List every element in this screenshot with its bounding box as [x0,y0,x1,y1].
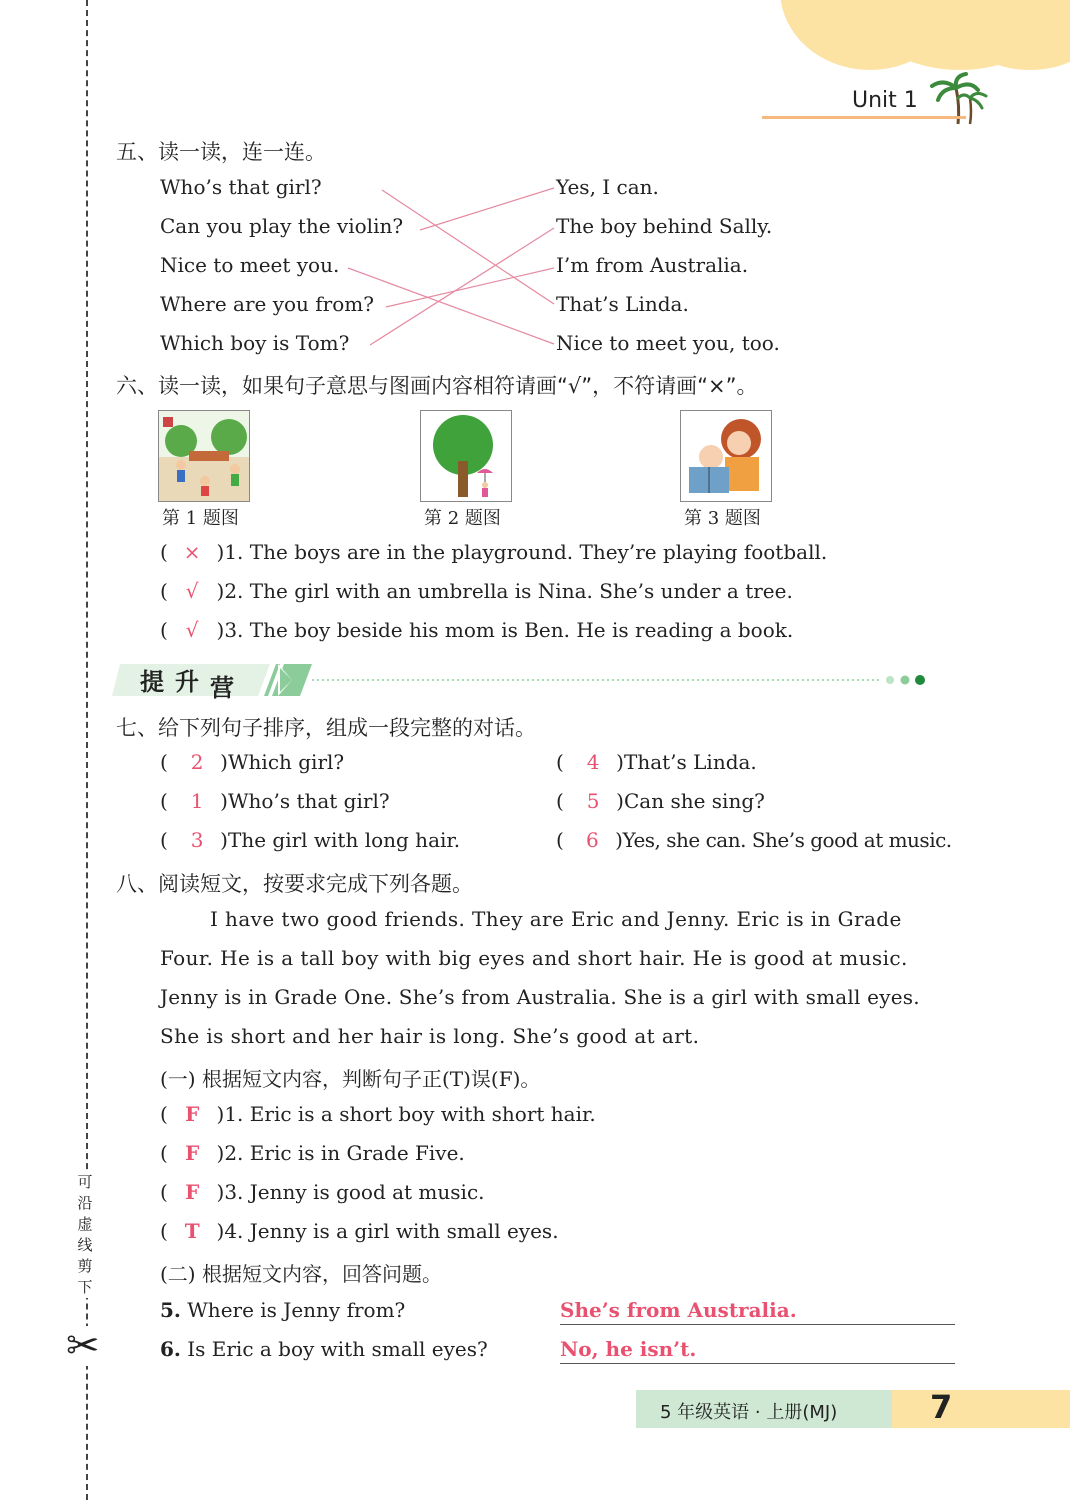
match-left-1: Who’s that girl? [160,175,322,199]
banner-char-1: 提 [140,668,164,696]
paren-open: ( [556,789,564,813]
order-item-1 [160,750,344,774]
paren-open: ( [160,1102,168,1126]
match-right-1: Yes, I can. [556,175,659,199]
passage-line-1: I have two good friends. They are Eric and Jenny. Eric is in Grade [210,907,902,931]
item-number: )2. [216,579,244,603]
answer-5: She’s from Australia. [560,1298,797,1322]
paren-open: ( [160,618,168,642]
picture-2-caption: 第 2 题图 [424,508,501,529]
item-text: Jenny is a girl with small eyes. [249,1219,559,1243]
paren-open: ( [160,789,168,813]
answer-6-underline [560,1363,955,1364]
item-text: Which girl? [227,750,345,774]
question-text: Where is Jenny from? [187,1298,406,1322]
answer-letter: F [185,1141,200,1165]
answer-mark: √ [185,618,199,642]
section6-title: 六、读一读，如果句子意思与图画内容相符请画“√”，不符请画“×”。 [116,374,758,398]
item-text: Jenny is good at music. [249,1180,485,1204]
part1-title: (一) 根据短文内容，判断句子正(T)误(F)。 [160,1067,541,1091]
tf-item-4 [160,1219,559,1243]
answer-letter: F [185,1180,200,1204]
paren-open: ( [556,750,564,774]
paren-open: ( [160,828,168,852]
matching-lines [0,0,1070,400]
question-number: 5. [160,1298,181,1322]
picture-1-caption: 第 1 题图 [162,508,239,529]
answer-6: No, he isn’t. [560,1337,697,1361]
picture-3-caption: 第 3 题图 [684,508,761,529]
match-right-4: That’s Linda. [556,292,689,316]
item-number: )1. [216,1102,244,1126]
tf-item-1 [160,1102,596,1126]
paren-close: ) [615,828,623,852]
order-item-6 [556,828,952,852]
section5-title: 五、读一读，连一连。 [116,140,326,164]
answer-number: 2 [190,750,204,774]
item-number: )4. [216,1219,244,1243]
scissors-icon: ✂ [66,1323,100,1369]
tf-item-2 [160,1141,465,1165]
banner-char-2: 升 [175,668,199,696]
paren-close: ) [616,789,624,813]
order-item-2 [160,789,390,813]
item-text: The girl with an umbrella is Nina. She’s under a tree. [249,579,793,603]
paren-open: ( [160,750,168,774]
judge-item-3 [160,618,793,642]
match-right-2: The boy behind Sally. [556,214,773,238]
question-text: Is Eric a boy with small eyes? [187,1337,488,1361]
paren-open: ( [160,1180,168,1204]
paren-open: ( [160,1141,168,1165]
judge-item-2 [160,579,793,603]
order-item-5 [556,789,765,813]
passage-line-4: She is short and her hair is long. She’s good at art. [160,1024,700,1048]
answer-number: 1 [190,789,204,813]
item-number: )1. [216,540,244,564]
footer-book-title: 5 年级英语 · 上册(MJ) [660,1402,838,1423]
banner-char-3: 营 [210,674,234,702]
question-5 [160,1298,405,1322]
item-number: )3. [216,618,244,642]
playground-illustration-icon [159,411,249,501]
mom-and-boy-reading-icon [681,411,771,501]
page-number-background [892,1390,1070,1428]
item-text: Eric is in Grade Five. [249,1141,465,1165]
tf-item-3 [160,1180,485,1204]
item-text: The girl with long hair. [227,828,461,852]
paren-open: ( [556,828,564,852]
question-6 [160,1337,488,1361]
match-left-3: Nice to meet you. [160,253,340,277]
cut-hint-text: 可沿虚线剪下 [74,1172,96,1298]
paren-open: ( [160,1219,168,1243]
part2-title: (二) 根据短文内容，回答问题。 [160,1262,442,1286]
picture-3-reading [680,410,772,502]
answer-number: 6 [586,828,599,852]
page-number: 7 [930,1388,953,1426]
unit-label: Unit 1 [852,88,918,113]
answer-mark: √ [185,579,199,603]
paren-open: ( [160,540,168,564]
answer-mark: × [183,540,201,564]
item-text: Who’s that girl? [227,789,390,813]
item-text: The boy beside his mom is Ben. He is reading a book. [249,618,794,642]
paren-close: ) [616,750,624,774]
tishengying-banner [112,660,932,700]
order-item-4 [556,750,757,774]
answer-letter: F [185,1102,200,1126]
item-number: )3. [216,1180,244,1204]
question-number: 6. [160,1337,181,1361]
paren-close: ) [220,828,228,852]
item-text: That’s Linda. [623,750,757,774]
passage-line-3: Jenny is in Grade One. She’s from Australia. She is a girl with small eyes. [160,985,920,1009]
paren-open: ( [160,579,168,603]
answer-letter: T [184,1219,200,1243]
match-right-3: I’m from Australia. [556,253,749,277]
match-left-5: Which boy is Tom? [160,331,350,355]
picture-1-playground [158,410,250,502]
tree-illustration-icon [421,411,511,501]
answer-number: 3 [190,828,204,852]
item-number: )2. [216,1141,244,1165]
judge-item-1 [160,540,827,564]
match-left-2: Can you play the violin? [160,214,404,238]
answer-5-underline [560,1324,955,1325]
paren-close: ) [220,789,228,813]
section7-title: 七、给下列句子排序，组成一段完整的对话。 [116,716,536,740]
order-item-3 [160,828,460,852]
picture-2-tree [420,410,512,502]
match-left-4: Where are you from? [160,292,374,316]
passage-line-2: Four. He is a tall boy with big eyes and short hair. He is good at music. [160,946,908,970]
item-text: Eric is a short boy with short hair. [249,1102,596,1126]
paren-close: ) [220,750,228,774]
match-right-5: Nice to meet you, too. [556,331,780,355]
answer-number: 4 [586,750,600,774]
item-text: The boys are in the playground. They’re playing football. [249,540,828,564]
item-text: Yes, she can. She’s good at music. [622,828,952,852]
item-text: Can she sing? [623,789,765,813]
answer-number: 5 [586,789,600,813]
section8-title: 八、阅读短文，按要求完成下列各题。 [116,872,473,896]
